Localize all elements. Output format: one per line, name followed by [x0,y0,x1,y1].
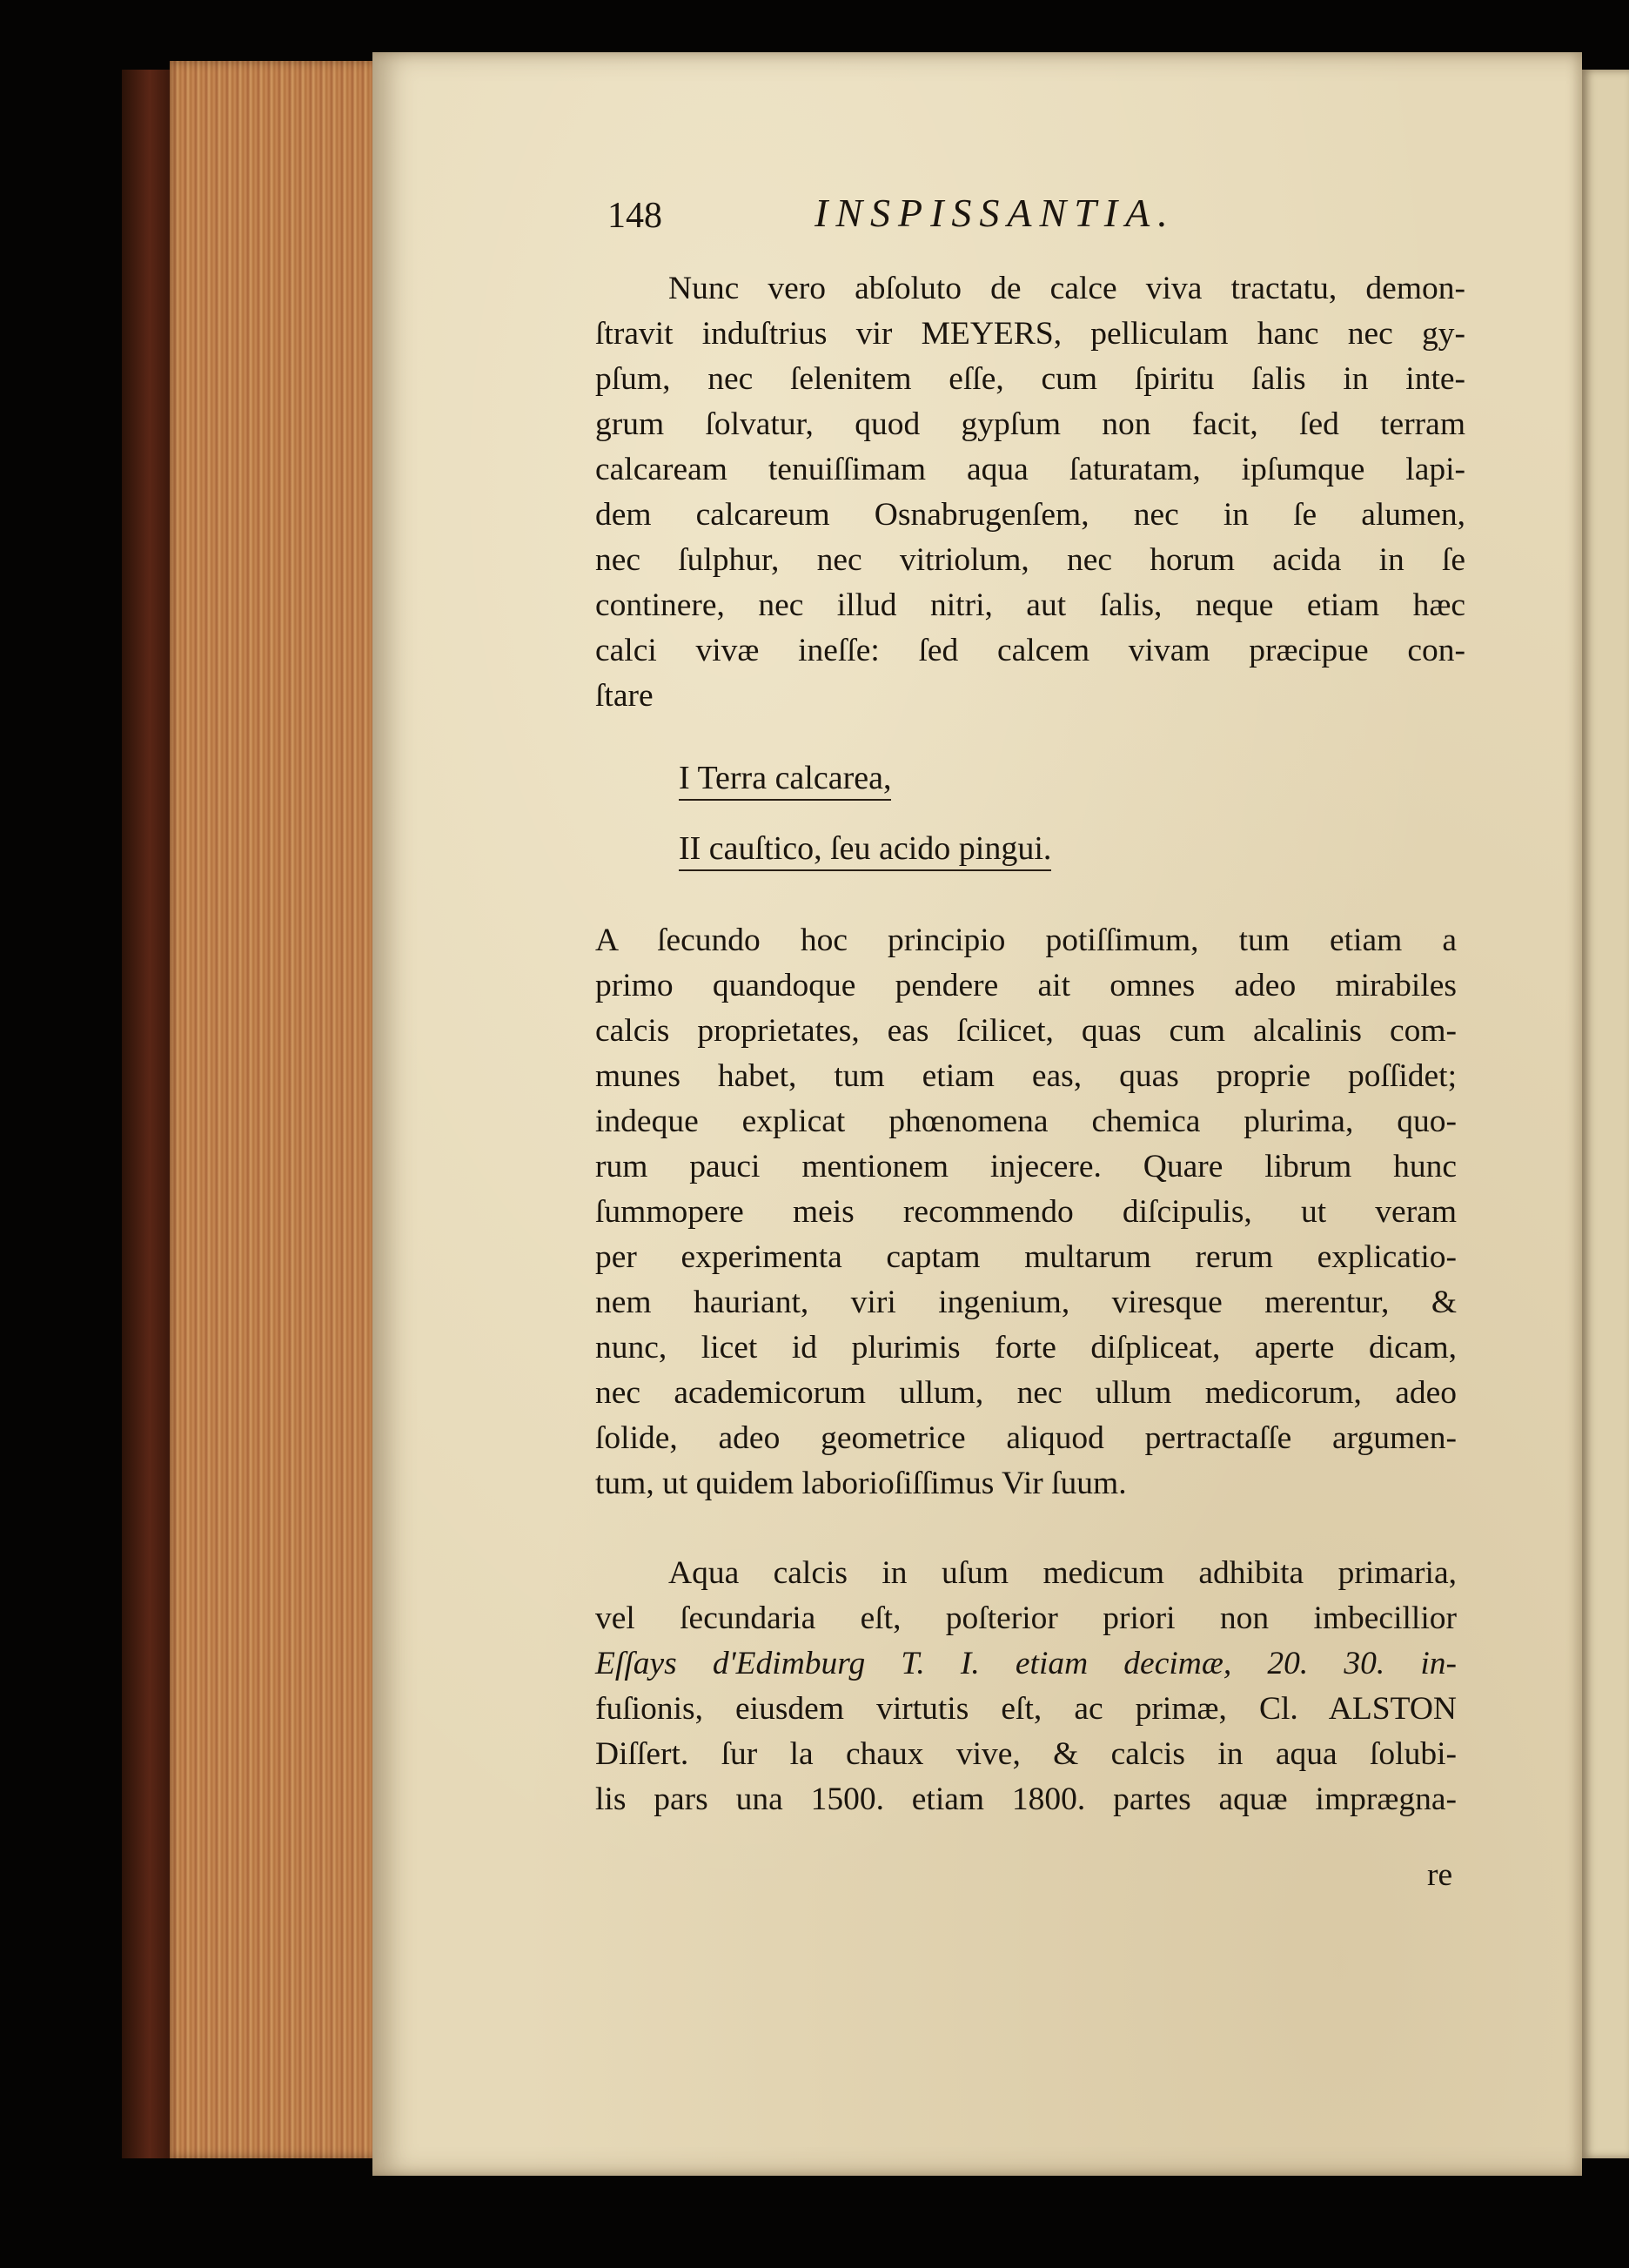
text-line: nem hauriant, viri ingenium, viresque merentur, & [595,1285,1457,1320]
text-line: nec ſulphur, nec vitriolum, nec horum acida in ſe [595,542,1465,578]
text-line: indeque explicat phœnomena chemica plurima, quo- [595,1104,1457,1139]
text-line: ſtare [595,678,654,714]
text-line: ſummopere meis recommendo diſcipulis, ut veram [595,1194,1457,1230]
text-line: A ſecundo hoc principio potiſſimum, tum etiam a [595,923,1457,958]
catchword: re [1427,1857,1453,1893]
text-line: Nunc vero abſoluto de calce viva tractatu, demon- [668,271,1465,306]
text-line: rum pauci mentionem injecere. Quare librum hunc [595,1149,1457,1184]
text-line: continere, nec illud nitri, aut ſalis, neque etiam hæc [595,587,1465,623]
text-line: Eſſays d'Edimburg T. I. etiam decimæ, 20. 30. in- [595,1646,1457,1681]
text-line: nec academicorum ullum, nec ullum medicorum, adeo [595,1375,1457,1411]
text-line: per experimenta captam multarum rerum explicatio- [595,1239,1457,1275]
page-number: 148 [607,196,662,236]
text-line: calci vivæ ineſſe: ſed calcem vivam præcipue con- [595,633,1465,668]
paragraph-3 [595,1551,1457,1822]
facing-page-edge [1582,70,1629,2158]
list-item-2: II cauſtico, ſeu acido pingui. [679,829,1051,871]
text-line: lis pars una 1500. etiam 1800. partes aquæ imprægna- [595,1782,1457,1817]
text-line: ſtravit induſtrius vir MEYERS, pelliculam hanc nec gy- [595,316,1465,352]
text-line: calcis proprietates, eas ſcilicet, quas cum alcalinis com- [595,1013,1457,1049]
page-edges [170,61,379,2158]
text-line: ſolide, adeo geometrice aliquod pertractaſſe argumen- [595,1420,1457,1456]
text-line: tum, ut quidem laborioſiſſimus Vir ſuum. [595,1466,1127,1501]
text-line: pſum, nec ſelenitem eſſe, cum ſpiritu ſalis in inte- [595,361,1465,397]
text-line: calcaream tenuiſſimam aqua ſaturatam, ipſumque lapi- [595,452,1465,487]
text-line: dem calcareum Osnabrugenſem, nec in ſe alumen, [595,497,1465,533]
text-line: Aqua calcis in uſum medicum adhibita primaria, [668,1555,1457,1591]
running-title: INSPISSANTIA. [814,191,1176,235]
list-item-1: I Terra calcarea, [679,759,891,801]
text-line: munes habet, tum etiam eas, quas proprie poſſidet; [595,1058,1457,1094]
text-line: grum ſolvatur, quod gypſum non facit, ſed terram [595,406,1465,442]
paragraph-2 [595,918,1457,1506]
text-line: Diſſert. ſur la chaux vive, & calcis in aqua ſolubi- [595,1736,1457,1772]
text-line: vel ſecundaria eſt, poſterior priori non imbecillior [595,1600,1457,1636]
text-line: fuſionis, eiusdem virtutis eſt, ac primæ, Cl. ALSTON [595,1691,1457,1727]
page-header [607,190,1286,242]
paragraph-1 [595,266,1465,719]
text-line: primo quandoque pendere ait omnes adeo mirabiles [595,968,1457,1003]
text-line: nunc, licet id plurimis forte diſpliceat, aperte dicam, [595,1330,1457,1365]
